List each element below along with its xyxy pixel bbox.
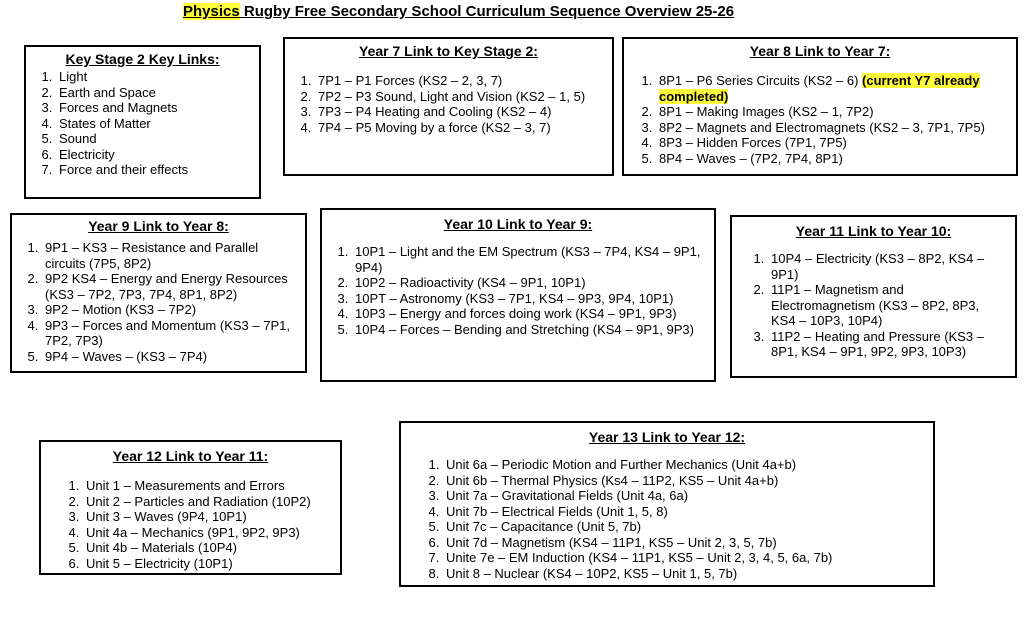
highlighted-note: (current Y7 already completed)	[659, 73, 980, 104]
box-year11-title: Year 11 Link to Year 10:	[795, 223, 952, 239]
list-item: 2. Earth and Space	[56, 85, 251, 101]
list-item: 3. Unit 7a – Gravitational Fields (Unit 4a, 6a)	[443, 488, 925, 504]
box-year8-links	[622, 37, 1018, 176]
list-item: 1. 9P1 – KS3 – Resistance and Parallel circuits (7P5, 8P2)	[42, 240, 297, 271]
list-item: 5. Unit 7c – Capacitance (Unit 5, 7b)	[443, 519, 925, 535]
list-item: 3. 7P3 – P4 Heating and Cooling (KS2 – 4)	[315, 104, 604, 120]
list-item: 2. Unit 6b – Thermal Physics (Ks4 – 11P2, KS5 – Unit 4a+b)	[443, 473, 925, 489]
list-item: 4. 7P4 – P5 Moving by a force (KS2 – 3, 7)	[315, 120, 604, 136]
list-item: 5. 8P4 – Waves – (7P2, 7P4, 8P1)	[656, 151, 1008, 167]
box-year10-title: Year 10 Link to Year 9:	[443, 216, 593, 232]
title-text: Rugby Free Secondary School Curriculum Sequence Overview 25-26	[239, 3, 735, 20]
list-item: 5. 10P4 – Forces – Bending and Stretching (KS4 – 9P1, 9P3)	[352, 322, 706, 338]
list-item: 3. 9P2 – Motion (KS3 – 7P2)	[42, 302, 297, 318]
box-year12-list	[41, 478, 340, 571]
box-year7-list	[285, 73, 612, 135]
list-item: 1. Light	[56, 69, 251, 85]
box-year12-links	[39, 440, 342, 575]
list-item: 7. Unite 7e – EM Induction (KS4 – 11P1, KS5 – Unit 2, 3, 4, 5, 6a, 7b)	[443, 550, 925, 566]
list-item: 6. Electricity	[56, 147, 251, 163]
box-ks2-title: Key Stage 2 Key Links:	[65, 51, 220, 67]
list-item: 3. 8P2 – Magnets and Electromagnets (KS2 – 3, 7P1, 7P5)	[656, 120, 1008, 136]
box-year13-list	[401, 457, 933, 581]
list-item: 2. 8P1 – Making Images (KS2 – 1, 7P2)	[656, 104, 1008, 120]
box-year12-title: Year 12 Link to Year 11:	[112, 448, 269, 464]
list-item: 2. Unit 2 – Particles and Radiation (10P2)	[83, 494, 334, 510]
box-year9-list	[12, 240, 305, 364]
list-item: 4. States of Matter	[56, 116, 251, 132]
list-item: 2. 9P2 KS4 – Energy and Energy Resources (KS3 – 7P2, 7P3, 7P4, 8P1, 8P2)	[42, 271, 297, 302]
box-year10-links	[320, 208, 716, 382]
list-item: 2. 11P1 – Magnetism and Electromagnetism (KS3 – 8P2, 8P3, KS4 – 10P3, 10P4)	[768, 282, 1007, 329]
box-year9-title: Year 9 Link to Year 8:	[88, 218, 229, 234]
box-year7-links	[283, 37, 614, 176]
box-year11-links	[730, 215, 1017, 378]
list-item: 1. 10P4 – Electricity (KS3 – 8P2, KS4 – 9P1)	[768, 251, 1007, 282]
list-item: 4. Unit 4a – Mechanics (9P1, 9P2, 9P3)	[83, 525, 334, 541]
title-highlighted-word: Physics	[183, 3, 240, 20]
list-item: 3. Unit 3 – Waves (9P4, 10P1)	[83, 509, 334, 525]
list-item: 5. Sound	[56, 131, 251, 147]
box-year13-title: Year 13 Link to Year 12:	[588, 429, 746, 445]
list-item: 7. Force and their effects	[56, 162, 251, 178]
list-item: 4. 9P3 – Forces and Momentum (KS3 – 7P1, 7P2, 7P3)	[42, 318, 297, 349]
page-title	[183, 3, 734, 20]
list-item: 6. Unit 5 – Electricity (10P1)	[83, 556, 334, 572]
box-year9-links	[10, 213, 307, 373]
box-year8-title: Year 8 Link to Year 7:	[749, 43, 891, 59]
box-year11-list	[732, 251, 1015, 360]
box-year8-list	[624, 73, 1016, 166]
list-item: 4. Unit 7b – Electrical Fields (Unit 1, 5, 8)	[443, 504, 925, 520]
list-item: 1. 10P1 – Light and the EM Spectrum (KS3 – 7P4, KS4 – 9P1, 9P4)	[352, 244, 706, 275]
list-item: 5. Unit 4b – Materials (10P4)	[83, 540, 334, 556]
box-ks2-list	[26, 69, 259, 178]
list-item: 1. Unit 1 – Measurements and Errors	[83, 478, 334, 494]
list-item: 1. 8P1 – P6 Series Circuits (KS2 – 6) (current Y7 already completed)	[656, 73, 1008, 104]
list-item: 3. 10PT – Astronomy (KS3 – 7P1, KS4 – 9P3, 9P4, 10P1)	[352, 291, 706, 307]
list-item: 2. 7P2 – P3 Sound, Light and Vision (KS2 – 1, 5)	[315, 89, 604, 105]
box-key-stage-2-links	[24, 45, 261, 199]
list-item: 6. Unit 7d – Magnetism (KS4 – 11P1, KS5 – Unit 2, 3, 5, 7b)	[443, 535, 925, 551]
list-item: 3. Forces and Magnets	[56, 100, 251, 116]
list-item: 5. 9P4 – Waves – (KS3 – 7P4)	[42, 349, 297, 365]
list-item: 4. 10P3 – Energy and forces doing work (KS4 – 9P1, 9P3)	[352, 306, 706, 322]
box-year7-title: Year 7 Link to Key Stage 2:	[359, 43, 538, 59]
box-year10-list	[322, 244, 714, 337]
list-item: 1. 7P1 – P1 Forces (KS2 – 2, 3, 7)	[315, 73, 604, 89]
list-item: 4. 8P3 – Hidden Forces (7P1, 7P5)	[656, 135, 1008, 151]
list-item: 2. 10P2 – Radioactivity (KS4 – 9P1, 10P1)	[352, 275, 706, 291]
list-item: 8. Unit 8 – Nuclear (KS4 – 10P2, KS5 – Unit 1, 5, 7b)	[443, 566, 925, 582]
box-year13-links	[399, 421, 935, 587]
list-item: 3. 11P2 – Heating and Pressure (KS3 – 8P1, KS4 – 9P1, 9P2, 9P3, 10P3)	[768, 329, 1007, 360]
list-item: 1. Unit 6a – Periodic Motion and Further Mechanics (Unit 4a+b)	[443, 457, 925, 473]
